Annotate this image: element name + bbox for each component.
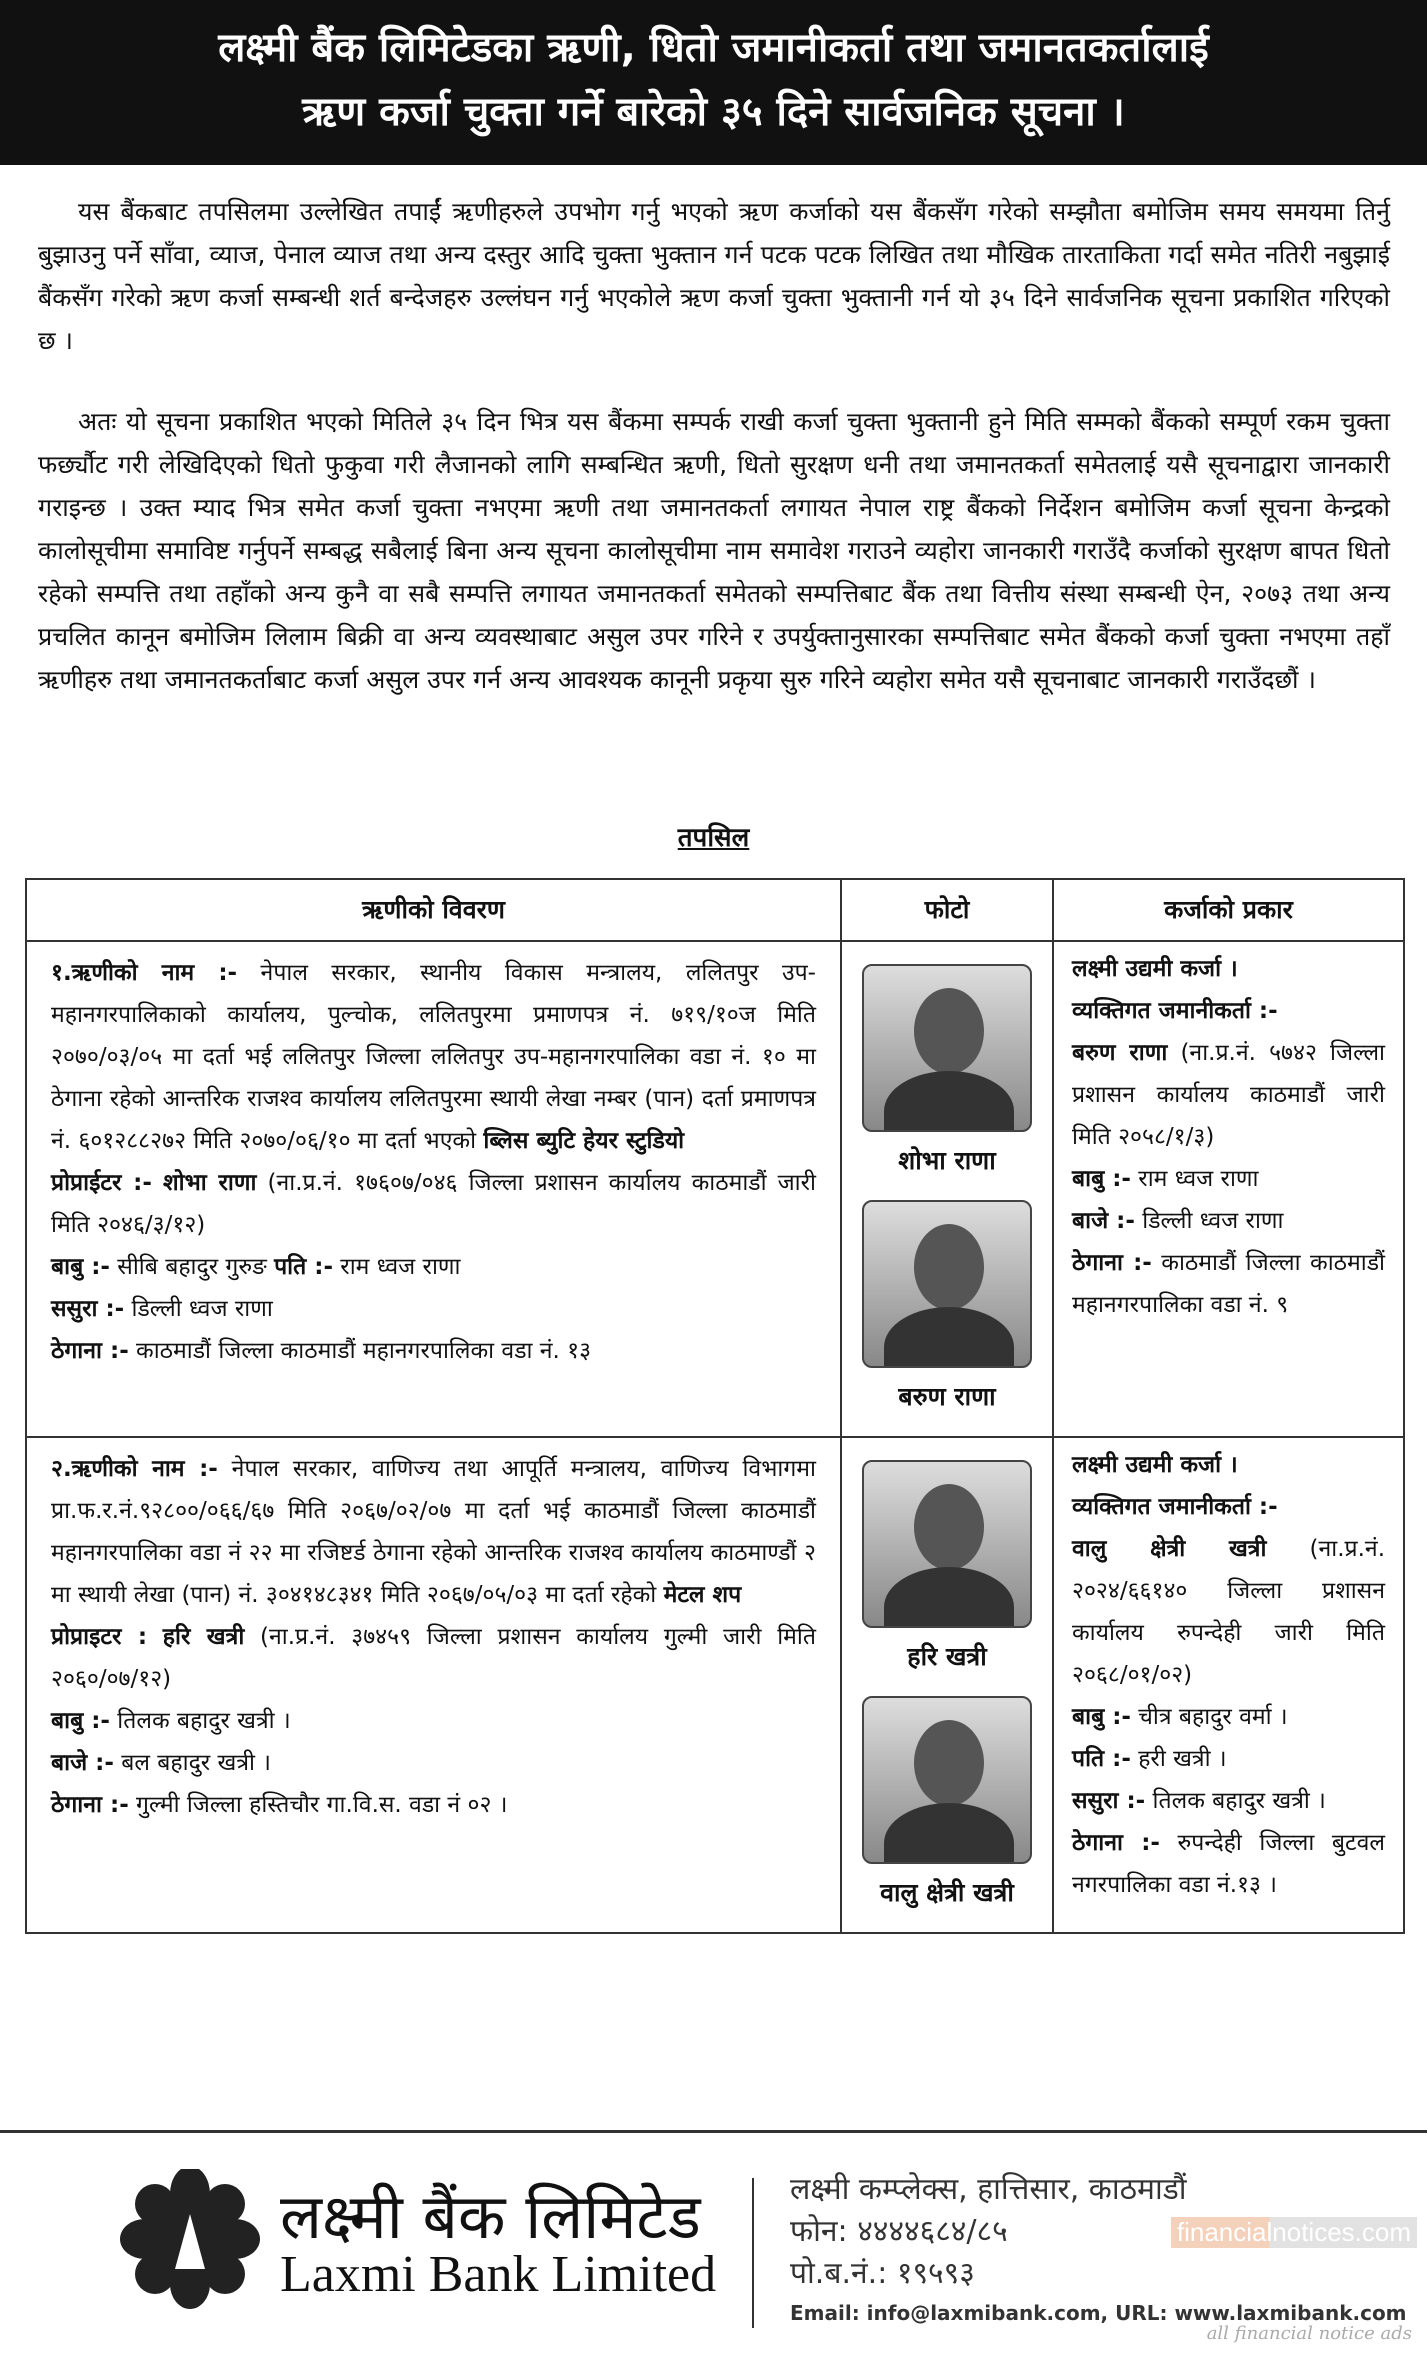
detail-line	[51, 1330, 816, 1372]
field-value: हरी खत्री ।	[1130, 1746, 1227, 1772]
field-label: बाबु :-	[1072, 1166, 1131, 1192]
proprietor-name: शोभा राणा	[162, 1170, 257, 1196]
guarantor-text: (ना.प्र.नं. २०२४/६६१४० जिल्ला प्रशासन कार्यालय रुपन्देही जारी मिति २०६८/०१/०२)	[1072, 1536, 1386, 1688]
borrower-label: १.ऋणीको नाम :-	[51, 960, 238, 986]
guarantor-label: व्यक्तिगत जमानीकर्ता :-	[1072, 1494, 1278, 1520]
title-line-2: ऋण कर्जा चुक्ता गर्ने बारेको ३५ दिने सार्वजनिक सूचना ।	[302, 89, 1125, 135]
guarantor-name: बरुण राणा	[1072, 1040, 1168, 1066]
field-value: (ना.प्र.नं. १७६०७/०४६ जिल्ला प्रशासन कार्यालय काठमाडौं जारी मिति २०४६/३/१२)	[51, 1170, 817, 1238]
address: लक्ष्मी कम्प्लेक्स, हात्तिसार, काठमाडौं	[790, 2172, 1187, 2207]
field-value: सीबि बहादुर गुरुङ	[109, 1254, 275, 1280]
phone: फोन: ४४४४६८४/८५	[790, 2214, 1008, 2249]
field-label: ससुरा :-	[51, 1296, 125, 1322]
photo-caption: शोभा राणा	[898, 1146, 996, 1175]
photo-caption: बरुण राणा	[898, 1382, 996, 1411]
footer	[0, 2130, 1427, 2366]
detail-line	[51, 1742, 816, 1784]
loan-type: लक्ष्मी उद्यमी कर्जा ।	[1072, 956, 1238, 982]
field-value: डिल्ली ध्वज राणा	[1134, 1208, 1284, 1234]
borrower-details	[26, 941, 841, 1437]
loan-type-cell	[1053, 1437, 1404, 1933]
guarantor-line	[1072, 1200, 1385, 1242]
detail-line	[51, 1616, 816, 1700]
field-label: बाबु :-	[1072, 1704, 1131, 1730]
title-line-1: लक्ष्मी बैंक लिमिटेडका ऋणी, धितो जमानीकर्ता तथा जमानतकर्तालाई	[218, 25, 1209, 71]
intro-paragraph: यस बैंकबाट तपसिलमा उल्लेखित तपाईं ऋणीहरुले उपभोग गर्नु भएको ऋण कर्जाको यस बैंकसँग गरेको सम्झौता बमोजिम समय समयमा तिर्नु बुझाउनु पर्ने साँवा, व्याज, पेनाल व्याज तथा अन्य दस्तुर आदि चुक्ता भुक्तान गर्न पटक पटक लिखित तथा मौखिक तारताकिता गर्दा समेत नतिरी नबुझाई बैंकसँग गरेको ऋण कर्जा सम्बन्धी शर्त बन्देजहरु उल्लंघन गर्नु भएकोले ऋण कर्जा चुक्ता भुक्तानी गर्न यो ३५ दिने सार्वजनिक सूचना प्रकाशित गरिएको छ ।	[38, 197, 1390, 355]
watermark: financialnotices.com	[1171, 2217, 1417, 2248]
field-label: प्रोप्राइटर :	[51, 1624, 148, 1650]
field-label: ठेगाना :-	[1072, 1250, 1152, 1276]
guarantor-line	[1072, 1780, 1385, 1822]
contact-block	[790, 2169, 1187, 2295]
field-value: काठमाडौं जिल्ला काठमाडौं महानगरपालिका वडा नं. १३	[128, 1338, 592, 1364]
body-paragraph: अतः यो सूचना प्रकाशित भएको मितिले ३५ दिन भित्र यस बैंकमा सम्पर्क राखी कर्जा चुक्ता भुक्तानी हुने मिति सम्मको बैंकको सम्पूर्ण रकम चुक्ता फर्छ्यौट गरी लेखिदिएको धितो फुकुवा गरी लैजानको लागि सम्बन्धित ऋणी, धितो सुरक्षण धनी तथा जमानतकर्ता समेतलाई यसै सूचनाद्वारा जानकारी गराइन्छ । उक्त म्याद भित्र समेत कर्जा चुक्ता नभएमा ऋणी तथा जमानतकर्ता लगायत नेपाल राष्ट्र बैंकको निर्देशन बमोजिम कर्जा सूचना केन्द्रको कालोसूचीमा समाविष्ट गर्नुपर्ने सम्बद्ध सबैलाई बिना अन्य सूचना कालोसूचीमा नाम समावेश गराउने व्यहोरा जानकारी गराउँदै कर्जाको सुरक्षण बापत धितो रहेको सम्पत्ति तथा तहाँको अन्य कुनै वा सबै सम्पत्ति लगायत जमानतकर्ता समेतको सम्पत्तिबाट बैंक तथा वित्तीय संस्था सम्बन्धी ऐन, २०७३ तथा अन्य प्रचलित कानून बमोजिम लिलाम बिक्री वा अन्य व्यवस्थाबाट असुल उपर गरिने र उपर्युक्तानुसारका सम्पत्तिबाट समेत बैंकको कर्जा चुक्ता नभएमा तहाँ ऋणीहरु तथा जमानतकर्ताबाट कर्जा असुल उपर गर्न अन्य आवश्यक कानूनी प्रकृया सुरु गरिने व्यहोरा समेत यसै सूचनाबाट जानकारी गराउँदछौं ।	[38, 407, 1390, 694]
person-photo	[862, 964, 1032, 1132]
guarantor-line	[1072, 1242, 1385, 1326]
field-value: (ना.प्र.नं. ३७४५९ जिल्ला प्रशासन कार्यालय गुल्मी जारी मिति २०६०/०७/१२)	[51, 1624, 816, 1692]
field-label: पति :-	[1072, 1746, 1131, 1772]
detail-line	[51, 1246, 816, 1288]
photo-cell	[841, 1437, 1053, 1933]
field-value: तिलक बहादुर खत्री ।	[109, 1708, 291, 1734]
loan-type: लक्ष्मी उद्यमी कर्जा ।	[1072, 1452, 1238, 1478]
person-photo	[862, 1200, 1032, 1368]
photo-caption: वालु क्षेत्री खत्री	[880, 1878, 1014, 1907]
guarantor-line	[1072, 1822, 1385, 1906]
watermark-tagline: all financial notice ads	[1206, 2323, 1412, 2344]
field-label: ठेगाना :-	[51, 1792, 129, 1818]
detail-line	[51, 1288, 816, 1330]
guarantor-label: व्यक्तिगत जमानीकर्ता :-	[1072, 998, 1278, 1024]
bank-name-english: Laxmi Bank Limited	[280, 2246, 717, 2303]
col-borrower-details: ऋणीको विवरण	[26, 879, 841, 941]
field-value: बल बहादुर खत्री ।	[113, 1750, 271, 1776]
field-value: डिल्ली ध्वज राणा	[124, 1296, 273, 1322]
detail-line	[51, 1700, 816, 1742]
col-loan-type: कर्जाको प्रकार	[1053, 879, 1404, 941]
field-label: ठेगाना :-	[51, 1338, 129, 1364]
notice-title	[0, 0, 1427, 165]
photo-caption: हरि खत्री	[907, 1642, 987, 1671]
field-value: राम ध्वज राणा	[1130, 1166, 1259, 1192]
person-photo	[862, 1460, 1032, 1628]
po-box: पो.ब.नं.: १९५९३	[790, 2256, 975, 2291]
table-row	[26, 1437, 1404, 1933]
field-label: बाजे :-	[51, 1750, 114, 1776]
photo-cell	[841, 941, 1053, 1437]
field-label: बाबु :-	[51, 1254, 110, 1280]
email-url: Email: info@laxmibank.com, URL: www.laxmibank.com	[790, 2301, 1407, 2325]
field-value: चीत्र बहादुर वर्मा ।	[1130, 1704, 1288, 1730]
borrower-text: नेपाल सरकार, वाणिज्य तथा आपूर्ति मन्त्रालय, वाणिज्य विभागमा प्रा.फ.र.नं.९२८००/०६६/६७ मिति २०६७/०२/०७ मा दर्ता भई काठमाडौं जिल्ला काठमाडौं महानगरपालिका वडा नं २२ मा रजिष्टर्ड ठेगाना रहेको आन्तरिक राजश्व कार्यालय काठमाण्डौं २ मा स्थायी लेखा (पान) नं. ३०४१४८३४१ मिति २०६७/०५/०३ मा दर्ता रहेको	[51, 1456, 816, 1608]
field-value: काठमाडौं जिल्ला काठमाडौं महानगरपालिका वडा नं. ९	[1072, 1250, 1385, 1318]
proprietor-name: हरि खत्री	[162, 1624, 245, 1650]
guarantor-text: (ना.प्र.नं. ५७४२ जिल्ला प्रशासन कार्यालय काठमाडौं जारी मिति २०५८/१/३)	[1072, 1040, 1385, 1150]
business-name: ब्लिस ब्युटि हेयर स्टुडियो	[483, 1128, 685, 1154]
bank-name-nepali: लक्ष्मी बैंक लिमिटेड	[280, 2180, 701, 2253]
borrower-text: नेपाल सरकार, स्थानीय विकास मन्त्रालय, ललितपुर उप-महानगरपालिकाको कार्यालय, पुल्चोक, ललितपुरमा प्रमाणपत्र नं. ७१९/१०ज मिति २०७०/०३/०५ मा दर्ता भई ललितपुर जिल्ला ललितपुर उप-महानगरपालिका वडा नं. १० मा ठेगाना रहेको आन्तरिक राजश्व कार्यालय ललितपुरमा स्थायी लेखा नम्बर (पान) दर्ता प्रमाणपत्र नं. ६०१२८८२७२ मिति २०७०/०६/१० मा दर्ता भएको	[51, 960, 816, 1154]
business-name: मेटल शप	[663, 1582, 742, 1608]
borrower-table	[25, 878, 1405, 1934]
field-label: ससुरा :-	[1072, 1788, 1146, 1814]
person-photo	[862, 1696, 1032, 1864]
divider	[752, 2178, 754, 2328]
table-header	[26, 879, 1404, 941]
field-label: ठेगाना :-	[1072, 1830, 1160, 1856]
detail-line	[51, 1162, 816, 1246]
guarantor-line	[1072, 1158, 1385, 1200]
laxmi-lotus-logo-icon	[120, 2169, 260, 2309]
borrower-label: २.ऋणीको नाम :-	[51, 1456, 218, 1482]
field-label: प्रोप्राईटर :-	[51, 1170, 152, 1196]
guarantor-name: वालु क्षेत्री खत्री	[1072, 1536, 1267, 1562]
loan-type-cell	[1053, 941, 1404, 1437]
field-value: तिलक बहादुर खत्री ।	[1145, 1788, 1326, 1814]
borrower-details	[26, 1437, 841, 1933]
field-value: गुल्मी जिल्ला हस्तिचौर गा.वि.स. वडा नं ०२ ।	[128, 1792, 508, 1818]
field-label: पति :-	[274, 1254, 333, 1280]
guarantor-line	[1072, 1738, 1385, 1780]
col-photo: फोटो	[841, 879, 1053, 941]
detail-line	[51, 1784, 816, 1826]
field-label: बाजे :-	[1072, 1208, 1135, 1234]
field-value: रुपन्देही जिल्ला बुटवल नगरपालिका वडा नं.१३ ।	[1072, 1830, 1385, 1898]
table-row	[26, 941, 1404, 1437]
guarantor-line	[1072, 1696, 1385, 1738]
schedule-heading: तपसिल	[677, 823, 750, 853]
field-value: राम ध्वज राणा	[333, 1254, 461, 1280]
field-label: बाबु :-	[51, 1708, 110, 1734]
